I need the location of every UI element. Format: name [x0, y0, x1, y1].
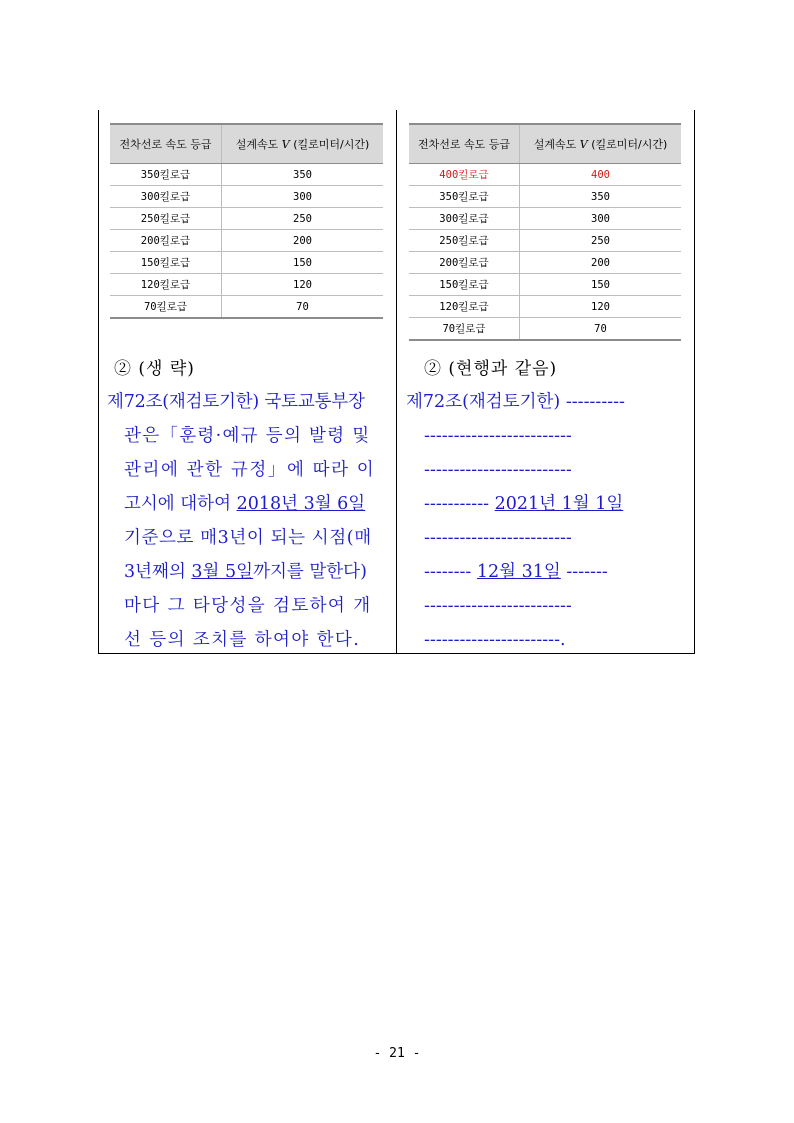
design-speed-cell: 120 [222, 274, 384, 296]
article-line: 제72조(재검토기한) 국토교통부장 [107, 392, 365, 412]
table-row [110, 230, 383, 252]
table-row [409, 252, 681, 274]
speed-grade-cell: 200킬로급 [110, 230, 222, 252]
article-line: ------------------------- [424, 596, 572, 616]
article-line: 기준으로 매3년이 되는 시점(매 [124, 528, 372, 548]
speed-grade-cell: 350킬로급 [409, 186, 520, 208]
design-speed-cell: 70 [222, 296, 384, 319]
new-speed-cell: 400 [520, 164, 682, 186]
frame-column-divider [396, 110, 397, 654]
design-speed-cell: 300 [520, 208, 682, 230]
new-grade-cell: 400킬로급 [409, 164, 520, 186]
frame-right-border [694, 110, 695, 654]
table-row [110, 274, 383, 296]
right-paragraph-label: ② (현행과 같음) [424, 359, 558, 379]
table-header-row [110, 124, 383, 164]
speed-grade-cell: 250킬로급 [409, 230, 520, 252]
header-design-speed [222, 124, 384, 164]
page-number: - 21 - [373, 1046, 421, 1061]
speed-grade-cell: 200킬로급 [409, 252, 520, 274]
article-line: 마다 그 타당성을 검토하여 개 [124, 596, 372, 616]
current-speed-grade-table [110, 123, 383, 319]
article-line: 3년째의 3월 5일까지를 말한다) [124, 562, 367, 582]
header-v-symbol: V [281, 138, 290, 151]
article-line: 고시에 대하여 2018년 3월 6일 [124, 494, 366, 514]
date-underlined: 2018년 3월 6일 [236, 494, 366, 514]
table-row [110, 186, 383, 208]
header-v-symbol: V [579, 138, 588, 151]
design-speed-cell: 70 [520, 318, 682, 341]
table-row [110, 164, 383, 186]
speed-grade-cell: 300킬로급 [409, 208, 520, 230]
design-speed-cell: 150 [222, 252, 384, 274]
article-line: 제72조(재검토기한) ---------- [406, 392, 625, 412]
speed-grade-cell: 70킬로급 [110, 296, 222, 319]
header-unit: (킬로미터/시간) [293, 138, 370, 151]
table-row [409, 230, 681, 252]
design-speed-cell: 120 [520, 296, 682, 318]
design-speed-cell: 200 [222, 230, 384, 252]
header-speed-grade: 전차선로 속도 등급 [110, 124, 222, 164]
design-speed-cell: 350 [520, 186, 682, 208]
left-paragraph-label: ② (생 략) [114, 359, 195, 379]
header-design-speed [520, 124, 682, 164]
article-line: ----------- 2021년 1월 1일 [424, 494, 624, 514]
table-row [409, 208, 681, 230]
table-row [110, 252, 383, 274]
article-line: 선 등의 조치를 하여야 한다. [124, 630, 361, 650]
table-row [409, 186, 681, 208]
design-speed-cell: 250 [222, 208, 384, 230]
design-speed-cell: 250 [520, 230, 682, 252]
date-underlined: 2021년 1월 1일 [494, 494, 624, 514]
article-line: -------- 12월 31일 ------- [424, 562, 608, 582]
frame-left-border [98, 110, 99, 654]
article-line: ------------------------- [424, 426, 572, 446]
header-design-speed-label: 설계속도 [235, 138, 279, 151]
date-underlined: 3월 5일 [191, 562, 254, 582]
design-speed-cell: 150 [520, 274, 682, 296]
speed-grade-cell: 120킬로급 [409, 296, 520, 318]
article-line: ------------------------- [424, 528, 572, 548]
speed-grade-cell: 120킬로급 [110, 274, 222, 296]
article-line: ------------------------- [424, 460, 572, 480]
date-underlined: 12월 31일 [476, 562, 561, 582]
table-row [409, 296, 681, 318]
design-speed-cell: 200 [520, 252, 682, 274]
header-design-speed-label: 설계속도 [533, 138, 577, 151]
table-header-row [409, 124, 681, 164]
speed-grade-cell: 150킬로급 [110, 252, 222, 274]
table-row [110, 208, 383, 230]
speed-grade-cell: 150킬로급 [409, 274, 520, 296]
design-speed-cell: 350 [222, 164, 384, 186]
article-line: 관리에 관한 규정」에 따라 이 [124, 460, 376, 480]
new-table-row [409, 164, 681, 186]
speed-grade-cell: 70킬로급 [409, 318, 520, 341]
design-speed-cell: 300 [222, 186, 384, 208]
table-row [409, 318, 681, 341]
speed-grade-cell: 350킬로급 [110, 164, 222, 186]
article-line: -----------------------. [424, 630, 566, 650]
table-row [409, 274, 681, 296]
header-speed-grade: 전차선로 속도 등급 [409, 124, 520, 164]
table-row [110, 296, 383, 319]
speed-grade-cell: 250킬로급 [110, 208, 222, 230]
header-unit: (킬로미터/시간) [591, 138, 668, 151]
speed-grade-cell: 300킬로급 [110, 186, 222, 208]
article-line: 관은「훈령·예규 등의 발령 및 [124, 426, 371, 446]
amended-speed-grade-table [409, 123, 681, 341]
